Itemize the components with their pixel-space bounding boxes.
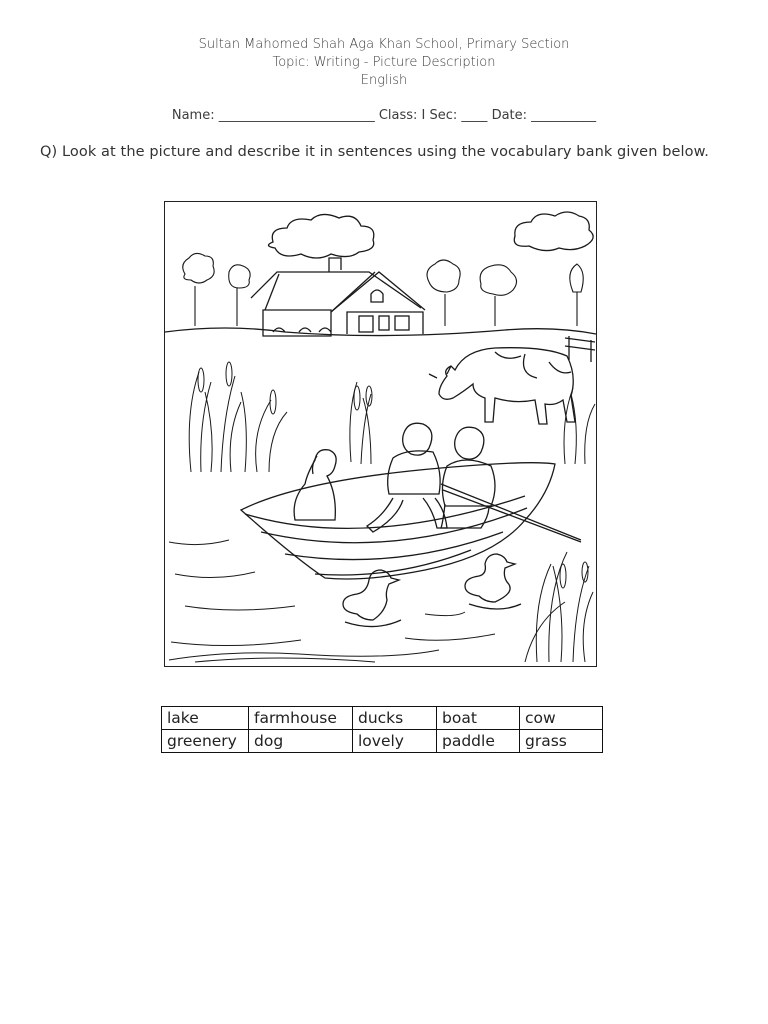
reeds-left — [189, 362, 287, 472]
farmhouse — [251, 258, 425, 336]
reeds-upper-right — [564, 388, 595, 464]
question-text: Q) Look at the picture and describe it in sentences using the vocabulary bank given below. — [40, 144, 709, 160]
children — [367, 423, 495, 532]
vocab-word: dog — [249, 730, 353, 753]
boat — [241, 463, 555, 579]
cloud-right — [514, 212, 593, 251]
vocab-word: ducks — [353, 707, 437, 730]
vocabulary-bank — [161, 706, 603, 753]
vocab-word: lovely — [353, 730, 437, 753]
vocab-word: lake — [162, 707, 249, 730]
trees — [183, 253, 584, 326]
fence — [565, 336, 595, 362]
school-name: Sultan Mahomed Shah Aga Khan School, Primary Section — [198, 37, 570, 52]
duck-2 — [465, 554, 521, 609]
vocab-row — [162, 730, 603, 753]
reeds-middle — [350, 382, 372, 464]
vocab-word: cow — [520, 707, 603, 730]
cow — [429, 348, 575, 424]
vocab-word: farmhouse — [249, 707, 353, 730]
subject-line: English — [360, 73, 408, 88]
reeds-right — [525, 552, 593, 662]
vocab-word: greenery — [162, 730, 249, 753]
student-info-line: Name: ________________________ Class: I Sec: ____ Date: __________ — [171, 108, 597, 123]
dog — [294, 450, 336, 520]
coloring-picture — [164, 201, 597, 667]
vocab-row — [162, 707, 603, 730]
vocab-word: paddle — [437, 730, 520, 753]
vocab-word: boat — [437, 707, 520, 730]
topic-line: Topic: Writing - Picture Description — [272, 55, 496, 70]
vocab-word: grass — [520, 730, 603, 753]
cloud-left — [268, 214, 373, 258]
field-line — [165, 328, 596, 336]
